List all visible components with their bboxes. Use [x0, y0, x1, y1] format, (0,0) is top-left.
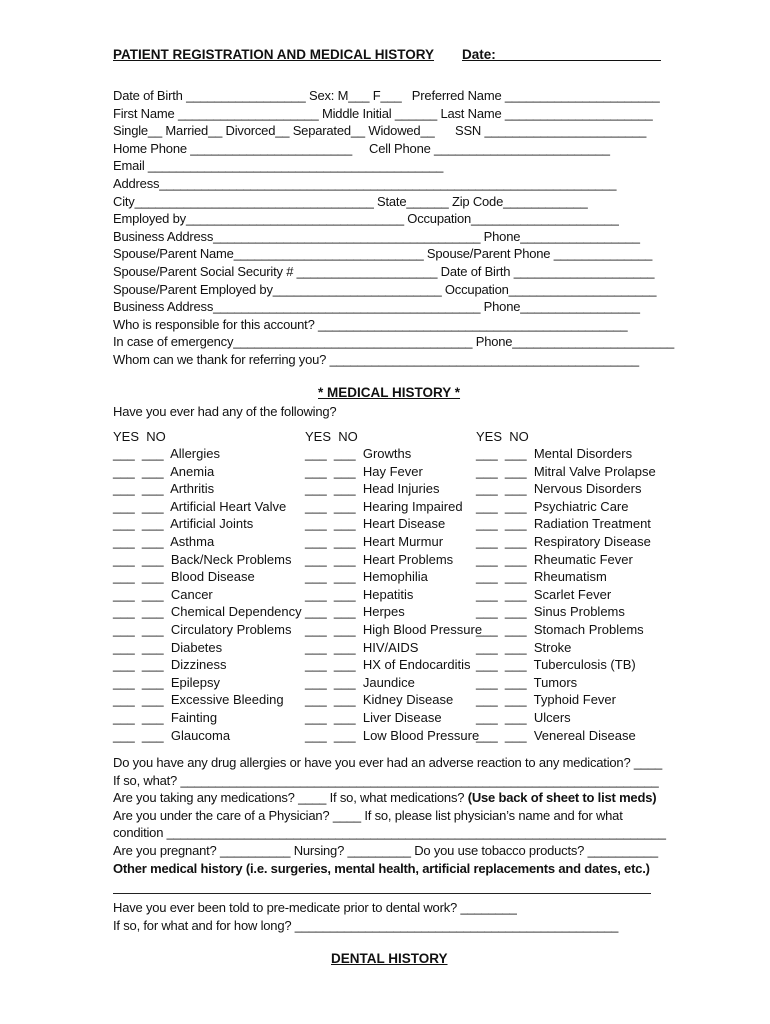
condition-label: Nervous Disorders — [533, 481, 642, 497]
condition-label: Heart Disease — [362, 516, 446, 532]
condition-row[interactable] — [476, 551, 706, 569]
condition-label: Hearing Impaired — [362, 498, 463, 514]
yes-no-blanks[interactable]: ___ ___ — [305, 551, 356, 567]
yes-no-blanks[interactable]: ___ ___ — [113, 639, 164, 655]
yes-no-blanks[interactable]: ___ ___ — [305, 446, 356, 461]
yes-no-blanks[interactable]: ___ ___ — [113, 727, 164, 743]
yes-no-blanks[interactable]: ___ ___ — [305, 516, 356, 532]
spouse-business-address-line[interactable]: Business Address______________________________________ Phone_________________ — [113, 299, 640, 315]
yes-no-blanks[interactable]: ___ ___ — [305, 639, 356, 655]
condition-label: Head Injuries — [362, 481, 440, 497]
yes-no-blanks[interactable]: ___ ___ — [113, 709, 164, 725]
condition-label: Epilepsy — [170, 674, 220, 690]
yes-no-blanks[interactable]: ___ ___ — [305, 674, 356, 690]
drug-allergy-question[interactable]: Do you have any drug allergies or have you ever had an adverse reaction to any medication? ____ — [113, 755, 663, 770]
condition-label: Mitral Valve Prolapse — [533, 463, 656, 479]
yes-no-blanks[interactable]: ___ ___ — [476, 727, 527, 743]
yes-no-blanks[interactable]: ___ ___ — [476, 692, 527, 708]
condition-label: Heart Problems — [362, 551, 454, 567]
premedicate-question[interactable]: Have you ever been told to pre-medicate prior to dental work? ________ — [113, 900, 517, 915]
condition-row[interactable] — [476, 727, 706, 745]
condition-row[interactable] — [476, 656, 706, 674]
marital-status-ssn-line[interactable]: Single__ Married__ Divorced__ Separated__ Widowed__ SSN _______________________ — [113, 123, 647, 139]
condition-label: Stroke — [533, 639, 572, 655]
yes-no-blanks[interactable]: ___ ___ — [476, 516, 527, 532]
condition-label: Arthritis — [170, 481, 215, 497]
condition-label: Hay Fever — [362, 463, 423, 479]
no-label: NO — [338, 429, 358, 444]
yes-no-blanks[interactable]: ___ ___ — [113, 516, 164, 532]
yes-no-blanks[interactable]: ___ ___ — [113, 498, 164, 514]
yes-no-blanks[interactable]: ___ ___ — [113, 586, 164, 602]
phone-line[interactable]: Home Phone _______________________ Cell Phone _________________________ — [113, 140, 610, 156]
address-line[interactable]: Address_________________________________________________________________ — [113, 176, 617, 191]
condition-label: Mental Disorders — [533, 446, 633, 461]
yes-no-blanks[interactable]: ___ ___ — [476, 586, 527, 602]
condition-column-3 — [476, 428, 706, 744]
yes-no-blanks[interactable]: ___ ___ — [113, 481, 164, 497]
premedicate-details[interactable]: If so, for what and for how long? ______________________________________________ — [113, 917, 619, 933]
yes-no-blanks[interactable]: ___ ___ — [305, 498, 356, 514]
condition-label: Back/Neck Problems — [170, 551, 292, 567]
yes-no-blanks[interactable]: ___ ___ — [305, 481, 356, 497]
condition-row[interactable] — [476, 445, 706, 463]
yes-no-blanks[interactable]: ___ ___ — [476, 551, 527, 567]
condition-label: HX of Endocarditis — [362, 657, 471, 673]
date-field[interactable]: Date:______________________ — [462, 47, 661, 62]
yes-no-blanks[interactable]: ___ ___ — [476, 463, 527, 479]
no-label: NO — [509, 429, 529, 444]
condition-row[interactable] — [476, 639, 706, 657]
condition-label: Heart Murmur — [362, 533, 444, 549]
condition-label: Allergies — [170, 446, 220, 461]
yes-no-blanks[interactable]: ___ ___ — [476, 639, 527, 655]
yes-no-blanks[interactable]: ___ ___ — [476, 674, 527, 690]
yes-no-blanks[interactable]: ___ ___ — [305, 604, 356, 620]
yes-no-blanks[interactable]: ___ ___ — [113, 551, 164, 567]
condition-label: Kidney Disease — [362, 692, 454, 708]
yes-no-blanks[interactable]: ___ ___ — [305, 657, 356, 673]
condition-row[interactable] — [476, 709, 706, 727]
condition-label: Circulatory Problems — [170, 621, 292, 637]
city-state-zip-line[interactable]: City__________________________________ State______ Zip Code____________ — [113, 193, 588, 209]
yes-no-blanks[interactable]: ___ ___ — [305, 692, 356, 708]
condition-row[interactable] — [476, 691, 706, 709]
condition-label: Excessive Bleeding — [170, 692, 284, 708]
spouse-parent-name-line[interactable]: Spouse/Parent Name___________________________ Spouse/Parent Phone ______________ — [113, 246, 653, 262]
medications-note: (Use back of sheet to list meds) — [467, 790, 657, 806]
condition-label: HIV/AIDS — [362, 639, 419, 655]
yes-no-blanks[interactable]: ___ ___ — [113, 621, 164, 637]
other-medical-history-label: Other medical history (i.e. surgeries, mental health, artificial replacements and dates, etc.) — [113, 860, 650, 876]
condition-row[interactable] — [476, 480, 706, 498]
condition-label: Asthma — [170, 533, 215, 549]
condition-label: Venereal Disease — [533, 727, 636, 743]
condition-label: Hepatitis — [362, 586, 414, 602]
condition-row[interactable] — [476, 674, 706, 692]
yes-no-blanks[interactable]: ___ ___ — [476, 498, 527, 514]
yes-no-blanks[interactable]: ___ ___ — [305, 621, 356, 637]
condition-label: Artificial Joints — [170, 516, 254, 532]
condition-label: Blood Disease — [170, 569, 255, 585]
condition-label: Glaucoma — [170, 727, 231, 743]
yes-no-blanks[interactable]: ___ ___ — [113, 569, 164, 585]
other-medical-history-field[interactable] — [113, 893, 651, 894]
condition-row[interactable] — [476, 463, 706, 481]
yes-no-blanks[interactable]: ___ ___ — [476, 569, 527, 585]
condition-label: Scarlet Fever — [533, 586, 612, 602]
condition-label: Chemical Dependency — [170, 604, 302, 620]
condition-label: Jaundice — [362, 674, 415, 690]
medications-question[interactable] — [113, 789, 656, 806]
condition-label: Tumors — [533, 674, 578, 690]
yes-no-blanks[interactable]: ___ ___ — [113, 692, 164, 708]
dental-history-title: DENTAL HISTORY — [331, 951, 448, 966]
condition-row[interactable] — [476, 621, 706, 639]
condition-label: Hemophilia — [362, 569, 428, 585]
spouse-parent-employment-line[interactable]: Spouse/Parent Employed by________________________ Occupation_____________________ — [113, 281, 657, 297]
form-title: PATIENT REGISTRATION AND MEDICAL HISTORY — [113, 47, 435, 62]
condition-label: Dizziness — [170, 657, 227, 673]
condition-label: Artificial Heart Valve — [170, 498, 287, 514]
condition-label: Sinus Problems — [533, 604, 625, 620]
yes-no-blanks[interactable]: ___ ___ — [305, 709, 356, 725]
yes-no-blanks[interactable]: ___ ___ — [113, 657, 164, 673]
dob-sex-preferred-name-line[interactable]: Date of Birth _________________ Sex: M___ F___ Preferred Name ______________________ — [113, 88, 660, 103]
condition-label: Diabetes — [170, 639, 223, 655]
yes-no-blanks[interactable]: ___ ___ — [113, 674, 164, 690]
yes-no-blanks[interactable]: ___ ___ — [476, 604, 527, 620]
drug-allergy-details[interactable]: If so, what? ____________________________________________________________________ — [113, 772, 659, 788]
condition-label: Ulcers — [533, 709, 571, 725]
condition-label: Rheumatism — [533, 569, 607, 585]
condition-row[interactable] — [476, 603, 706, 621]
condition-label: Typhoid Fever — [533, 692, 616, 708]
yes-no-blanks[interactable]: ___ ___ — [476, 481, 527, 497]
condition-label: Radiation Treatment — [533, 516, 651, 532]
referral-line[interactable]: Whom can we thank for referring you? ____________________________________________ — [113, 352, 639, 367]
yes-no-blanks[interactable]: ___ ___ — [476, 657, 527, 673]
physician-condition[interactable]: condition _______________________________________________________________________ — [113, 825, 666, 841]
condition-row[interactable] — [476, 586, 706, 604]
condition-label: High Blood Pressure — [362, 621, 483, 637]
responsible-party-line[interactable]: Who is responsible for this account? ____________________________________________ — [113, 316, 628, 332]
medical-history-title: * MEDICAL HISTORY * — [318, 385, 461, 400]
condition-label: Respiratory Disease — [533, 533, 651, 549]
yes-no-blanks[interactable]: ___ ___ — [305, 586, 356, 602]
pregnancy-tobacco-question[interactable]: Are you pregnant? __________ Nursing? _________ Do you use tobacco products? __________ — [113, 843, 658, 858]
yes-label: YES — [305, 429, 332, 444]
condition-label: Stomach Problems — [533, 621, 644, 637]
physician-question[interactable]: Are you under the care of a Physician? ____ If so, please list physician’s name and for what — [113, 807, 623, 823]
condition-row[interactable] — [476, 568, 706, 586]
condition-label: Cancer — [170, 586, 213, 602]
yes-no-blanks[interactable]: ___ ___ — [305, 569, 356, 585]
condition-label: Growths — [362, 446, 412, 461]
condition-label: Anemia — [170, 463, 215, 479]
yes-no-blanks[interactable]: ___ ___ — [305, 533, 356, 549]
yes-no-blanks[interactable]: ___ ___ — [113, 533, 164, 549]
yes-no-blanks[interactable]: ___ ___ — [476, 621, 527, 637]
employment-line[interactable]: Employed by_______________________________ Occupation_____________________ — [113, 211, 619, 227]
yes-no-blanks[interactable]: ___ ___ — [113, 463, 164, 479]
yes-label: YES — [476, 429, 503, 444]
condition-label: Tuberculosis (TB) — [533, 657, 636, 673]
yes-no-blanks[interactable]: ___ ___ — [113, 446, 164, 461]
business-address-line[interactable]: Business Address______________________________________ Phone_________________ — [113, 228, 640, 244]
yes-no-blanks[interactable]: ___ ___ — [476, 446, 527, 461]
name-line[interactable]: First Name ____________________ Middle Initial ______ Last Name _____________________ — [113, 105, 653, 121]
yes-no-blanks[interactable]: ___ ___ — [305, 463, 356, 479]
medications-question-text: Are you taking any medications? ____ If so, what medications? — [113, 790, 468, 806]
yes-label: YES — [113, 429, 140, 444]
spouse-parent-ssn-line[interactable]: Spouse/Parent Social Security # ____________________ Date of Birth ____________________ — [113, 264, 655, 279]
yes-no-header — [476, 428, 706, 445]
yes-no-blanks[interactable]: ___ ___ — [305, 727, 356, 743]
yes-no-blanks[interactable]: ___ ___ — [476, 709, 527, 725]
email-line[interactable]: Email __________________________________________ — [113, 158, 444, 174]
condition-label: Low Blood Pressure — [362, 727, 480, 743]
medical-question: Have you ever had any of the following? — [113, 404, 337, 419]
emergency-contact-line[interactable]: In case of emergency__________________________________ Phone_______________________ — [113, 334, 674, 350]
condition-label: Herpes — [362, 604, 405, 620]
condition-row[interactable] — [476, 498, 706, 516]
condition-label: Liver Disease — [362, 709, 442, 725]
condition-label: Fainting — [170, 709, 218, 725]
condition-label: Psychiatric Care — [533, 498, 629, 514]
condition-label: Rheumatic Fever — [533, 551, 633, 567]
condition-row[interactable] — [476, 533, 706, 551]
condition-row[interactable] — [476, 515, 706, 533]
no-label: NO — [146, 429, 166, 444]
yes-no-blanks[interactable]: ___ ___ — [476, 533, 527, 549]
yes-no-blanks[interactable]: ___ ___ — [113, 604, 164, 620]
